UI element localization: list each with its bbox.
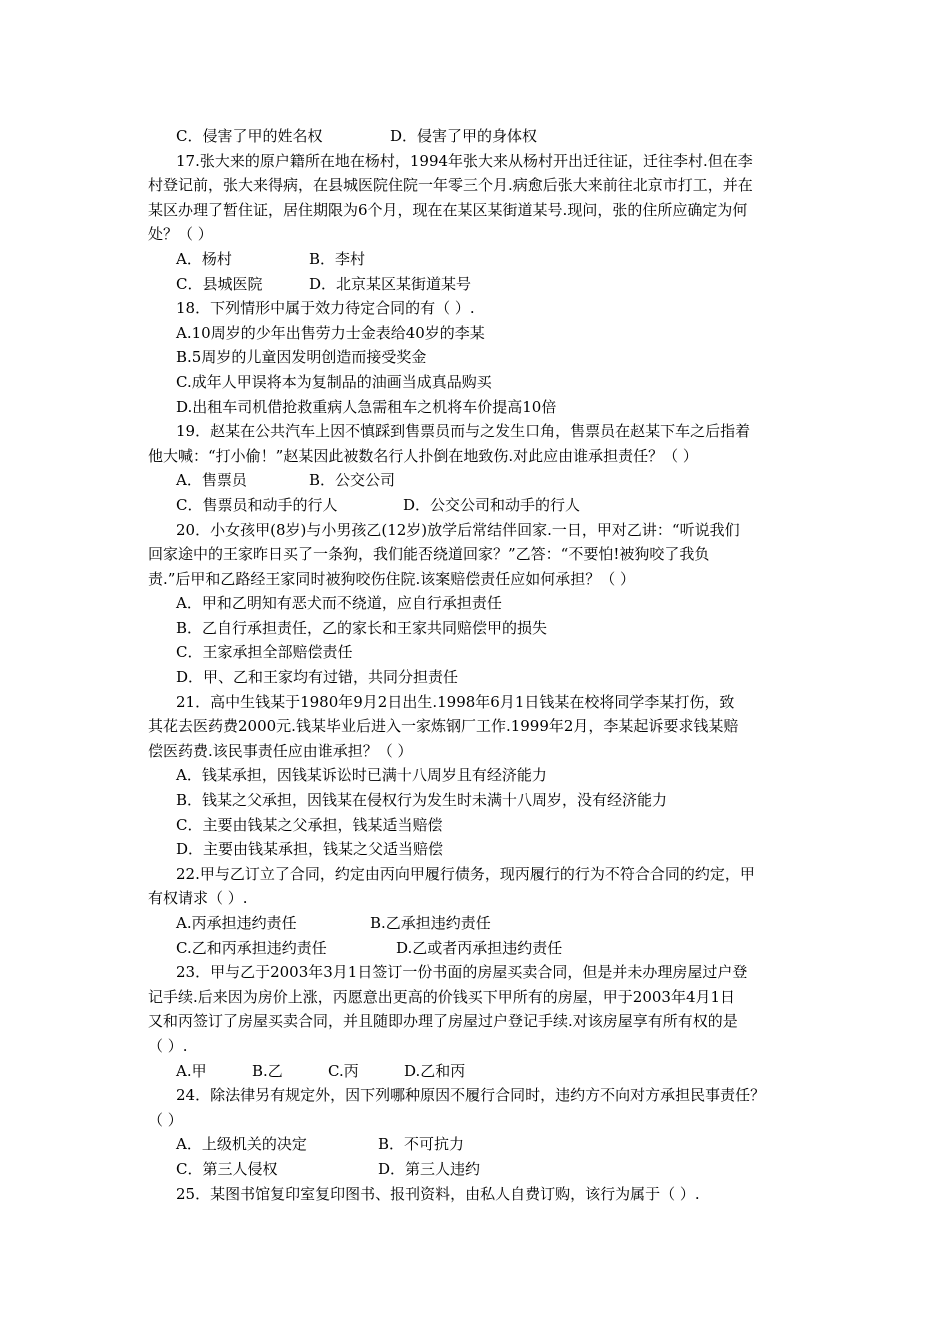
q19-options-ab (148, 468, 810, 493)
q18-stem: 18．下列情形中属于效力待定合同的有（ ）. (176, 299, 475, 318)
option-d: D.乙或者丙承担违约责任 (396, 938, 563, 957)
q21-stem-line-3: 偿医药费.该民事责任应由谁承担？（ ） (148, 741, 413, 760)
option-c: C．侵害了甲的姓名权 (176, 127, 323, 145)
q20-stem-line-3: 责.”后甲和乙路经王家同时被狗咬伤住院.该案赔偿责任应如何承担？（ ） (148, 569, 635, 588)
option-d: D．第三人违约 (378, 1159, 481, 1178)
option-c: C．县城医院 (176, 274, 263, 293)
q24-stem-line-1: 24．除法律另有规定外，因下列哪种原因不履行合同时，违约方不向对方承担民事责任？ (176, 1086, 766, 1105)
q22-options-cd (148, 936, 810, 961)
option-c: C．售票员和动手的行人 (176, 495, 338, 514)
q23-stem-line-3: 又和丙签订了房屋买卖合同，并且随即办理了房屋过户登记手续.对该房屋享有所有权的是 (148, 1012, 738, 1031)
option-a: A．售票员 (176, 471, 247, 490)
option-c: C.丙 (328, 1061, 359, 1080)
option-a: A．杨村 (176, 249, 232, 268)
q19-stem-line-1: 19．赵某在公共汽车上因不慎踩到售票员而与之发生口角，售票员在赵某下车之后指着 (176, 422, 751, 441)
q18-option-c: C.成年人甲误将本为复制品的油画当成真品购买 (176, 372, 492, 391)
q17-stem-line-4: 处？（ ） (148, 225, 213, 244)
option-b: B．公交公司 (309, 471, 396, 490)
option-a: A.甲 (176, 1061, 207, 1080)
q23-stem-line-2: 记手续.后来因为房价上涨，丙愿意出更高的价钱买下甲所有的房屋，甲于2003年4月1日 (148, 987, 736, 1006)
option-b: B．李村 (309, 249, 366, 268)
q17-stem-line-3: 某区办理了暂住证，居住期限为6个月，现在在某区某街道某号.现问，张的住所应确定为何 (148, 200, 748, 219)
q16-options-cd (148, 124, 810, 149)
option-d: D．北京某区某街道某号 (309, 274, 472, 293)
q22-stem-line-1: 22.甲与乙订立了合同，约定由丙向甲履行债务，现丙履行的行为不符合合同的约定，甲 (176, 864, 755, 883)
option-c: C．第三人侵权 (176, 1159, 278, 1178)
q21-option-c: C．主要由钱某之父承担，钱某适当赔偿 (176, 815, 443, 834)
q23-stem-line-1: 23．甲与乙于2003年3月1日签订一份书面的房屋买卖合同，但是并未办理房屋过户登 (176, 963, 748, 982)
option-b: B．不可抗力 (378, 1135, 465, 1154)
q21-stem-line-1: 21．高中生钱某于1980年9月2日出生.1998年6月1日钱某在校将同学李某打伤，致 (176, 692, 735, 711)
q21-option-b: B．钱某之父承担，因钱某在侵权行为发生时未满十八周岁，没有经济能力 (176, 791, 668, 810)
option-a: A.丙承担违约责任 (176, 914, 297, 932)
q21-option-d: D．主要由钱某承担，钱某之父适当赔偿 (176, 840, 444, 859)
q17-options-cd (148, 272, 810, 297)
q24-options-ab (148, 1132, 810, 1157)
q22-options-ab (148, 911, 810, 936)
q17-stem-line-1: 17.张大来的原户籍所在地在杨村，1994年张大来从杨村开出迁往证，迁往李村.但在李 (176, 151, 753, 170)
q17-options-ab (148, 247, 810, 272)
q20-stem-line-1: 20．小女孩甲(8岁)与小男孩乙(12岁)放学后常结伴回家.一日，甲对乙讲：“听说我们 (176, 520, 740, 539)
q19-stem-line-2: 他大喊：“打小偷！”赵某因此被数名行人扑倒在地致伤.对此应由谁承担责任？（ ） (148, 446, 698, 465)
q21-stem-line-2: 其花去医药费2000元.钱某毕业后进入一家炼钢厂工作.1999年2月，李某起诉要求钱某赔 (148, 717, 739, 736)
option-a: A．上级机关的决定 (176, 1135, 307, 1154)
option-d: D．公交公司和动手的行人 (403, 495, 581, 514)
q20-option-c: C．王家承担全部赔偿责任 (176, 643, 353, 662)
q18-option-a: A.10周岁的少年出售劳力士金表给40岁的李某 (176, 323, 485, 342)
question-list (148, 124, 810, 1206)
q24-options-cd (148, 1157, 810, 1182)
q20-option-a: A．甲和乙明知有恶犬而不绕道，应自行承担责任 (176, 594, 502, 613)
q23-stem-line-4: （ ）. (148, 1036, 188, 1055)
option-d: D.乙和丙 (404, 1061, 466, 1080)
q24-stem-line-2: （ ） (148, 1110, 183, 1129)
option-c: C.乙和丙承担违约责任 (176, 938, 327, 957)
q18-option-d: D.出租车司机借抢救重病人急需租车之机将车价提高10倍 (176, 397, 557, 416)
q19-options-cd (148, 493, 810, 518)
q22-stem-line-2: 有权请求（ ）. (148, 889, 248, 908)
option-b: B.乙承担违约责任 (370, 914, 491, 932)
q21-option-a: A．钱某承担，因钱某诉讼时已满十八周岁且有经济能力 (176, 766, 547, 785)
q20-option-b: B．乙自行承担责任，乙的家长和王家共同赔偿甲的损失 (176, 618, 548, 637)
q25-stem: 25．某图书馆复印室复印图书、报刊资料，由私人自费订购，该行为属于（ ）. (176, 1184, 700, 1203)
q17-stem-line-2: 村登记前，张大来得病，在县城医院住院一年零三个月.病愈后张大来前往北京市打工，并在 (148, 176, 753, 195)
q20-option-d: D．甲、乙和王家均有过错，共同分担责任 (176, 668, 459, 687)
option-d: D．侵害了甲的身体权 (390, 127, 538, 145)
q20-stem-line-2: 回家途中的王家昨日买了一条狗，我们能否绕道回家？”乙答：“不要怕!被狗咬了我负 (148, 545, 710, 564)
q18-option-b: B.5周岁的儿童因发明创造而接受奖金 (176, 348, 427, 367)
q23-options (148, 1059, 810, 1084)
option-b: B.乙 (252, 1061, 283, 1080)
